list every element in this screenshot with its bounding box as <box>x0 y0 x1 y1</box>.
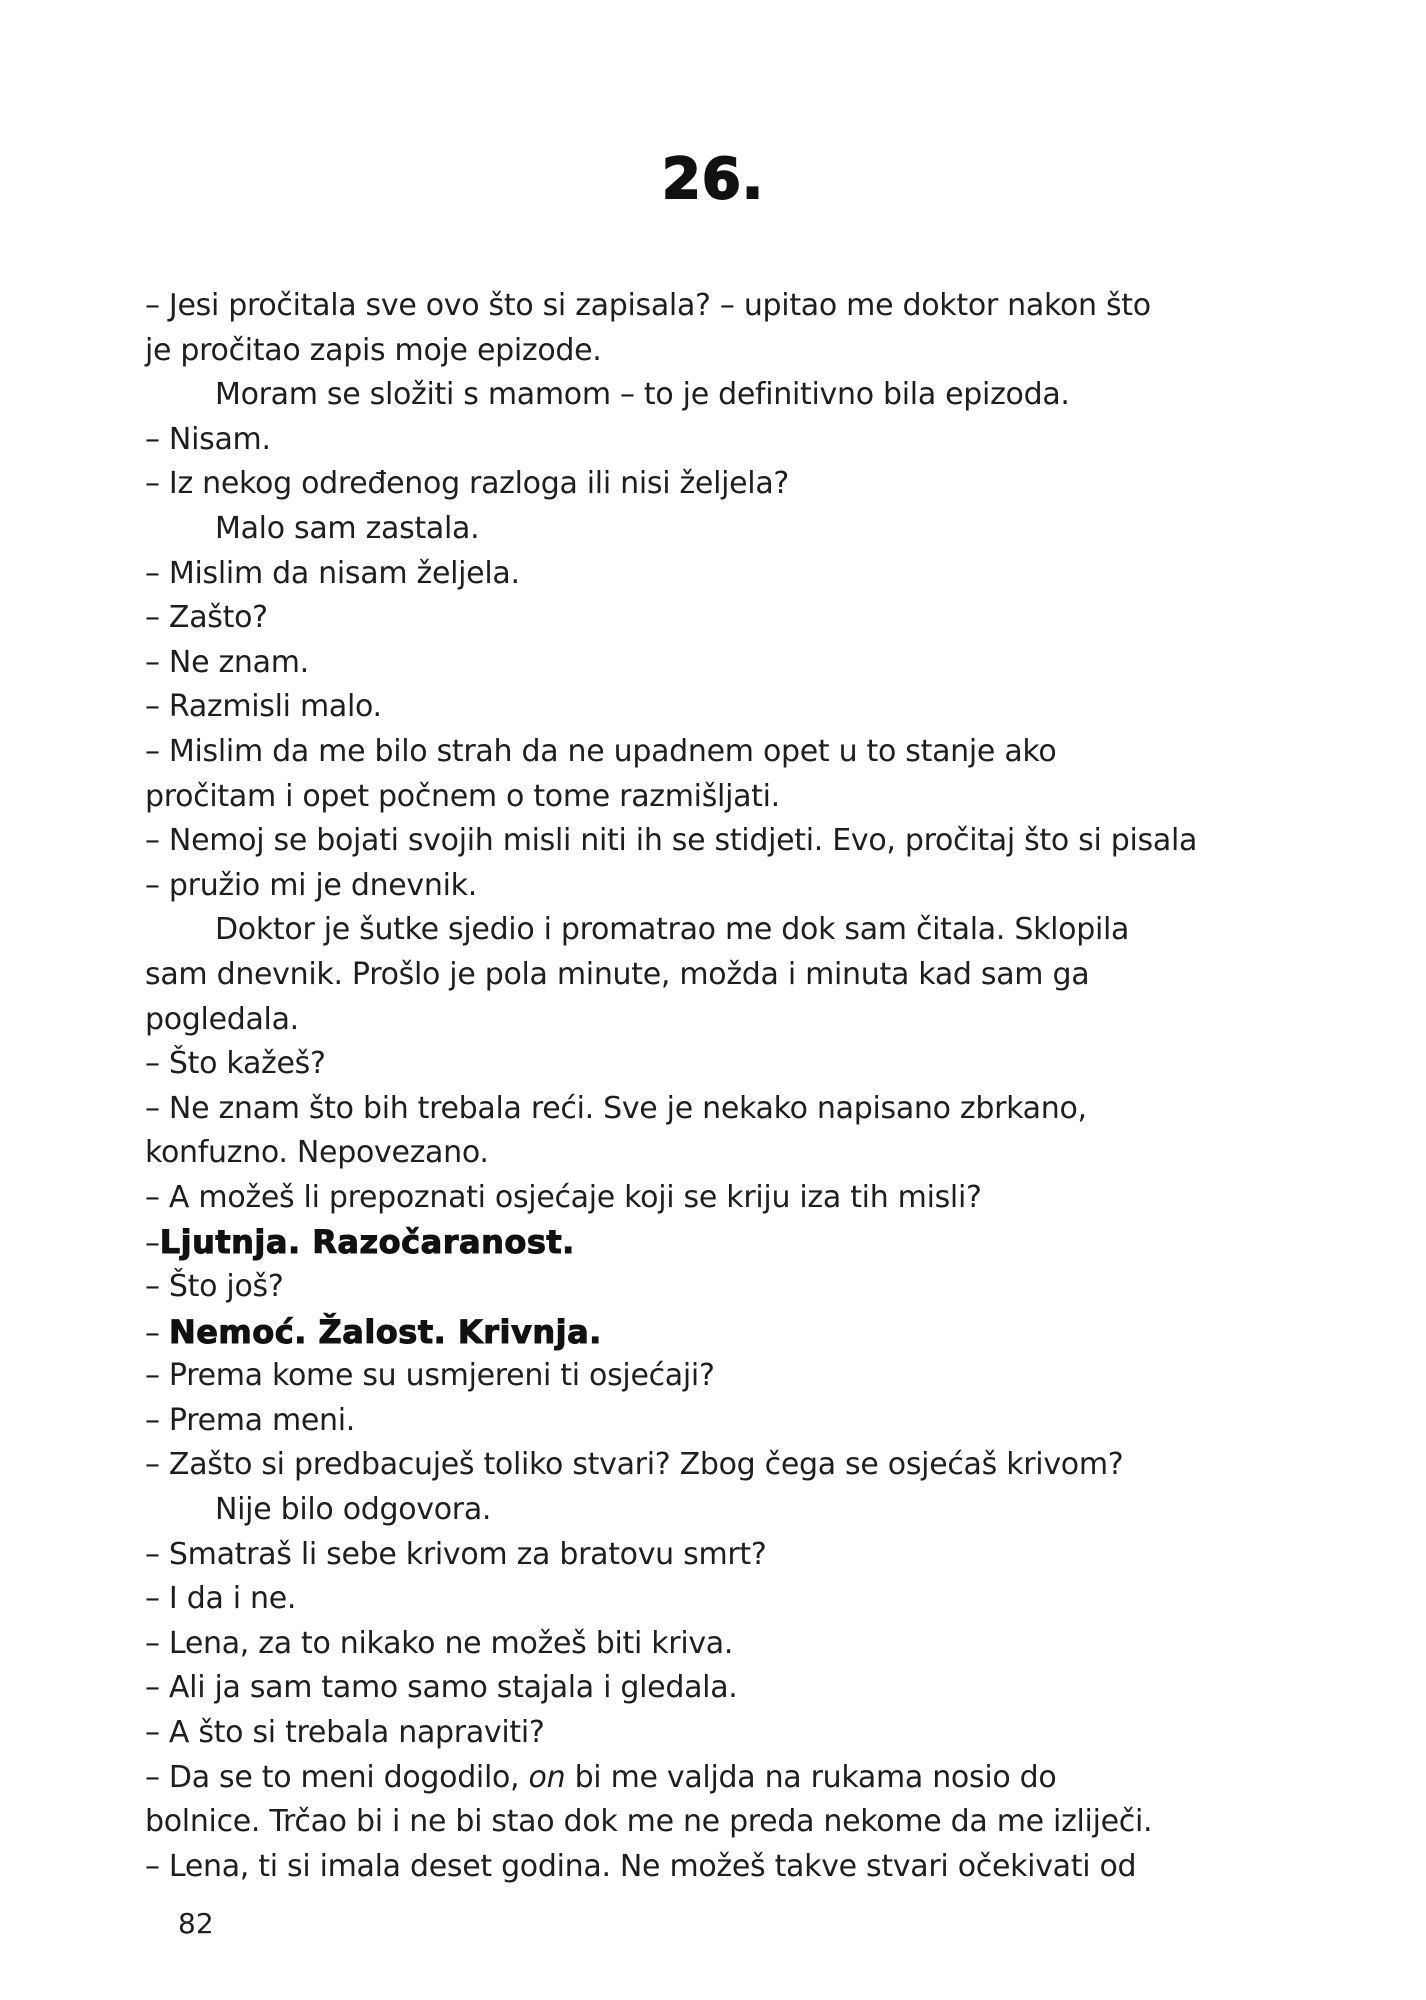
text-line: – Ne znam što bih trebala reći. Sve je nekako napisano zbrkano, <box>145 1090 1087 1126</box>
text-line: – Nisam. <box>145 421 271 457</box>
text-line: – Iz nekog određenog razloga ili nisi željela? <box>145 466 790 502</box>
text-line: Doktor je šutke sjedio i promatrao me dok sam čitala. Sklopila <box>215 912 1130 948</box>
text-line: Malo sam zastala. <box>215 510 480 546</box>
text-line: – Mislim da me bilo strah da ne upadnem opet u to stanje ako <box>145 733 1057 769</box>
text-line: – Ali ja sam tamo samo stajala i gledala. <box>145 1670 738 1706</box>
text-line: – Što kažeš? <box>145 1046 326 1082</box>
text-line: Nije bilo odgovora. <box>215 1492 492 1528</box>
text-line: – I da i ne. <box>145 1581 297 1617</box>
text-line: – Lena, ti si imala deset godina. Ne možeš takve stvari očekivati od <box>145 1848 1137 1884</box>
text-line: pročitam i opet počnem o tome razmišljati. <box>145 778 780 814</box>
text-line: bolnice. Trčao bi i ne bi stao dok me ne preda nekome da me izliječi. <box>145 1804 1153 1840</box>
text-line: sam dnevnik. Prošlo je pola minute, možda i minuta kad sam ga <box>145 956 1090 992</box>
text-line: – A možeš li prepoznati osjećaje koji se kriju iza tih misli? <box>145 1179 982 1215</box>
text-line-italic <box>145 1756 1305 1801</box>
emphasis-text: Ljutnja. Razočaranost. <box>159 1223 575 1262</box>
text-segment: – Da se to meni dogodilo, <box>145 1759 529 1795</box>
text-line: – Mislim da nisam željela. <box>145 555 520 591</box>
text-line: – Što još? <box>145 1269 284 1305</box>
text-line: pogledala. <box>145 1001 299 1037</box>
text-line: je pročitao zapis moje epizode. <box>145 332 602 368</box>
body-text <box>145 284 1305 1889</box>
text-line-emphasis <box>145 1310 1305 1355</box>
text-line: – Lena, za to nikako ne možeš biti kriva. <box>145 1625 734 1661</box>
page-number: 82 <box>178 1907 214 1940</box>
text-line-emphasis <box>145 1220 1305 1265</box>
text-line: – Ne znam. <box>145 644 309 680</box>
italic-word: on <box>528 1759 566 1795</box>
chapter-title: 26. <box>661 147 765 212</box>
text-line: – Prema kome su usmjereni ti osjećaji? <box>145 1358 715 1394</box>
text-line: – A što si trebala napraviti? <box>145 1715 545 1750</box>
text-line: – Jesi pročitala sve ovo što si zapisala? – upitao me doktor nakon što <box>145 288 1151 323</box>
dash: – <box>145 1315 169 1351</box>
text-line: – Nemoj se bojati svojih misli niti ih se stidjeti. Evo, pročitaj što si pisala <box>145 823 1198 859</box>
text-line: – Prema meni. <box>145 1402 356 1438</box>
text-line: konfuzno. Nepovezano. <box>145 1135 489 1171</box>
text-line: Moram se složiti s mamom – to je definitivno bila epizoda. <box>215 377 1070 413</box>
dash: – <box>145 1226 160 1262</box>
emphasis-text: Nemoć. Žalost. Krivnja. <box>168 1312 602 1351</box>
text-line: – pružio mi je dnevnik. <box>145 867 477 903</box>
text-segment: bi me valjda na rukama nosio do <box>565 1759 1057 1795</box>
text-line: – Zašto? <box>145 600 268 636</box>
text-line: – Razmisli malo. <box>145 689 382 725</box>
text-line: – Zašto si predbacuješ toliko stvari? Zbog čega se osjećaš krivom? <box>145 1447 1124 1483</box>
text-line: – Smatraš li sebe krivom za bratovu smrt? <box>145 1536 767 1572</box>
